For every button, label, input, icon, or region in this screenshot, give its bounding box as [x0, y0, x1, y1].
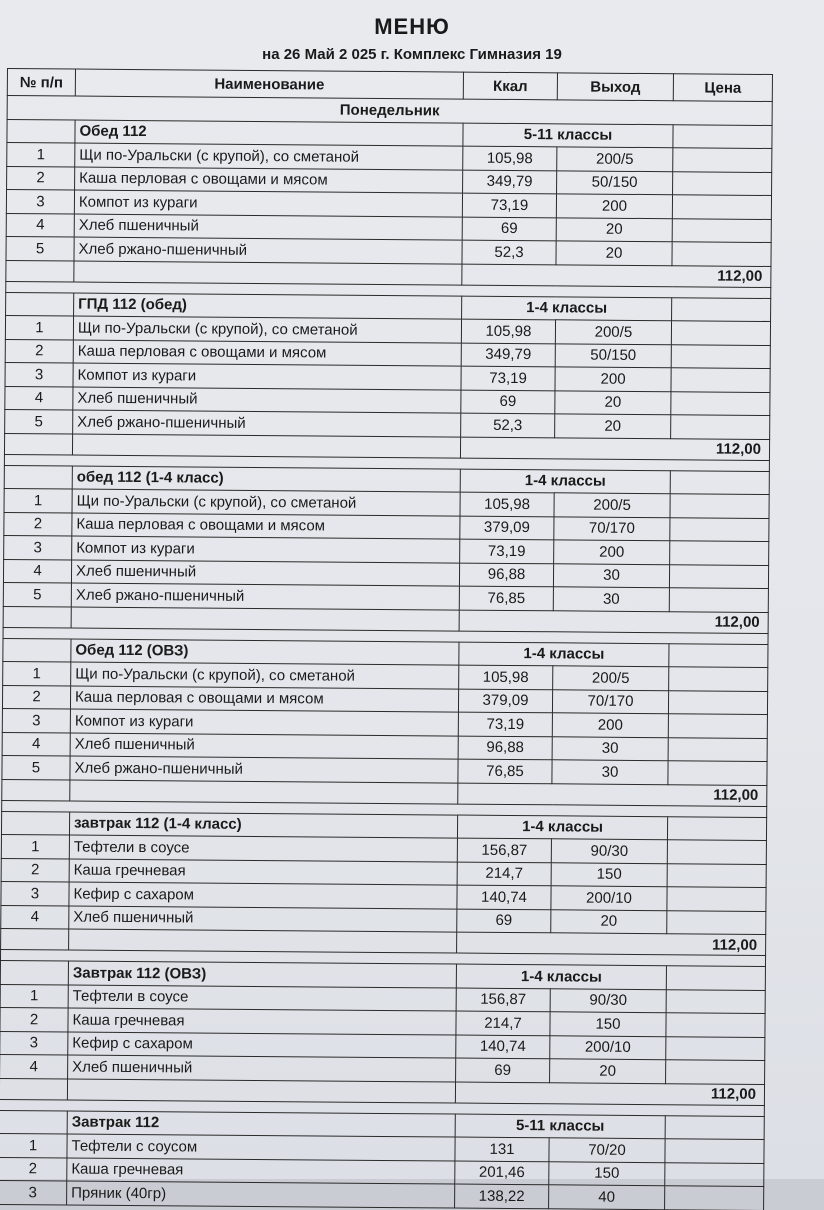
item-price: [667, 887, 766, 911]
section-price-empty: [665, 1115, 764, 1139]
item-num: 2: [0, 1007, 68, 1031]
section-total: 112,00: [455, 1082, 764, 1105]
item-kcal: 96,88: [458, 736, 552, 760]
item-num: 2: [2, 685, 70, 709]
item-price: [667, 863, 766, 887]
item-kcal: 69: [456, 1058, 550, 1082]
item-output: 200: [554, 540, 670, 564]
item-name: Хлеб ржано-пшеничный: [74, 237, 462, 264]
item-kcal: 76,85: [458, 759, 552, 783]
item-name: Хлеб ржано-пшеничный: [71, 583, 459, 610]
item-kcal: 214,7: [457, 862, 551, 886]
item-kcal: 156,87: [456, 988, 550, 1012]
total-empty-name: [72, 434, 460, 458]
item-kcal: 73,19: [460, 539, 554, 563]
item-price: [671, 321, 770, 345]
item-price: [666, 1036, 765, 1060]
item-name: Хлеб пшеничный: [73, 387, 461, 414]
col-header-num: № п/п: [7, 69, 75, 97]
page-subtitle: на 26 Май 2 025 г. Комплекс Гимназия 19: [262, 46, 562, 63]
item-name: Хлеб пшеничный: [74, 214, 462, 241]
section-name: завтрак 112 (1-4 класс): [69, 812, 457, 839]
item-price: [669, 564, 768, 588]
item-num: 2: [4, 512, 72, 536]
item-output: 20: [556, 241, 672, 265]
section-classes: 1-4 классы: [459, 642, 669, 667]
item-kcal: 138,22: [455, 1184, 549, 1208]
item-price: [673, 171, 772, 195]
item-kcal: 52,3: [461, 413, 555, 437]
item-name: Каша перловая с овощами и мясом: [70, 686, 458, 713]
total-empty-num: [0, 1078, 68, 1100]
item-name: Компот из кураги: [74, 190, 462, 217]
table-row: [0, 1180, 764, 1210]
item-kcal: 69: [457, 909, 551, 933]
item-price: [670, 541, 769, 565]
item-price: [671, 415, 770, 439]
item-kcal: 105,98: [463, 146, 557, 170]
item-output: 50/150: [555, 343, 671, 367]
item-num: 1: [0, 984, 68, 1008]
section-num-empty: [7, 119, 75, 143]
section-name: Обед 112 (ОВЗ): [71, 639, 459, 666]
item-output: 150: [549, 1161, 665, 1185]
item-name: Компот из кураги: [72, 536, 460, 563]
section-num-empty: [0, 1110, 67, 1134]
section-num-empty: [3, 638, 71, 662]
item-kcal: 73,19: [458, 712, 552, 736]
item-name: Каша перловая с овощами и мясом: [75, 167, 463, 194]
item-name: Хлеб пшеничный: [68, 1055, 456, 1082]
item-num: 1: [0, 1133, 67, 1157]
item-kcal: 105,98: [460, 492, 554, 516]
item-num: 1: [5, 315, 73, 339]
item-price: [669, 588, 768, 612]
item-name: Каша перловая с овощами и мясом: [72, 513, 460, 540]
section-price-empty: [667, 816, 766, 840]
section-total: 112,00: [458, 783, 767, 806]
section-total: 112,00: [457, 932, 766, 955]
item-price: [671, 391, 770, 415]
item-num: 1: [4, 488, 72, 512]
item-kcal: 156,87: [457, 838, 551, 862]
section-classes: 5-11 классы: [455, 1114, 665, 1139]
item-num: 5: [3, 582, 71, 606]
item-num: 4: [2, 732, 70, 756]
item-name: Тефтели с соусом: [67, 1134, 455, 1161]
item-num: 1: [7, 143, 75, 167]
section-classes: 1-4 классы: [457, 815, 667, 840]
section-classes: 1-4 классы: [462, 296, 672, 321]
item-kcal: 201,46: [455, 1161, 549, 1185]
item-kcal: 105,98: [461, 319, 555, 343]
item-name: Щи по-Уральски (с крупой), со сметаной: [75, 143, 463, 170]
item-price: [668, 714, 767, 738]
item-kcal: 73,19: [461, 366, 555, 390]
item-name: Хлеб пшеничный: [71, 560, 459, 587]
section-price-empty: [673, 124, 772, 148]
item-name: Каша перловая с овощами и мясом: [73, 340, 461, 367]
section-num-empty: [0, 960, 68, 984]
item-name: Хлеб ржано-пшеничный: [70, 756, 458, 783]
item-price: [666, 1060, 765, 1084]
item-num: 4: [6, 213, 74, 237]
item-kcal: 96,88: [459, 563, 553, 587]
item-kcal: 52,3: [462, 240, 556, 264]
item-num: 3: [4, 535, 72, 559]
item-name: Кефир с сахаром: [69, 882, 457, 909]
section-classes: 1-4 классы: [460, 469, 670, 494]
item-output: 30: [552, 736, 668, 760]
page-title: МЕНЮ: [374, 14, 450, 39]
item-output: 200/10: [551, 886, 667, 910]
item-output: 90/30: [551, 839, 667, 863]
item-num: 4: [1, 905, 69, 929]
item-output: 70/20: [549, 1138, 665, 1162]
section-name: ГПД 112 (обед): [74, 293, 462, 320]
item-num: 3: [2, 708, 70, 732]
item-kcal: 73,19: [462, 193, 556, 217]
item-num: 3: [5, 362, 73, 386]
item-output: 40: [549, 1185, 665, 1209]
total-empty-name: [71, 607, 459, 631]
section-classes: 5-11 классы: [463, 123, 673, 148]
item-price: [666, 989, 765, 1013]
item-price: [668, 690, 767, 714]
item-num: 5: [5, 409, 73, 433]
item-name: Щи по-Уральски (с крупой), со сметаной: [72, 489, 460, 516]
section-name: Обед 112: [75, 120, 463, 147]
section-total: 112,00: [460, 437, 769, 460]
item-num: 5: [2, 755, 70, 779]
item-kcal: 131: [455, 1137, 549, 1161]
day-label: Понедельник: [7, 96, 772, 126]
item-name: Хлеб ржано-пшеничный: [73, 410, 461, 437]
col-header-price: Цена: [673, 74, 772, 102]
item-output: 30: [553, 587, 669, 611]
item-price: [665, 1186, 764, 1210]
item-output: 70/170: [552, 689, 668, 713]
item-output: 30: [553, 563, 669, 587]
item-num: 3: [0, 1180, 67, 1204]
item-output: 30: [552, 760, 668, 784]
item-num: 3: [6, 190, 74, 214]
item-name: Каша гречневая: [68, 1008, 456, 1035]
item-name: Щи по-Уральски (с крупой), со сметаной: [71, 662, 459, 689]
item-num: 2: [0, 1157, 67, 1181]
section-total: 112,00: [462, 264, 771, 287]
item-price: [671, 368, 770, 392]
section-price-empty: [669, 643, 768, 667]
item-kcal: 214,7: [456, 1011, 550, 1035]
item-output: 20: [556, 217, 672, 241]
item-price: [670, 494, 769, 518]
item-output: 20: [555, 390, 671, 414]
item-num: 3: [1, 881, 69, 905]
item-price: [667, 840, 766, 864]
item-name: Тефтели в соусе: [69, 835, 457, 862]
item-price: [672, 242, 771, 266]
item-price: [671, 344, 770, 368]
item-output: 200: [552, 713, 668, 737]
item-num: 2: [1, 858, 69, 882]
item-output: 200/5: [553, 666, 669, 690]
item-output: 200/10: [550, 1035, 666, 1059]
total-empty-num: [3, 606, 71, 628]
section-name: обед 112 (1-4 класс): [72, 466, 460, 493]
item-name: Кефир с сахаром: [68, 1032, 456, 1059]
item-name: Пряник (40гр): [67, 1181, 455, 1208]
menu-table: [0, 68, 773, 1210]
col-header-name: Наименование: [75, 69, 463, 99]
section-classes: 1-4 классы: [456, 964, 666, 989]
item-output: 50/150: [557, 170, 673, 194]
section-total: 112,00: [459, 610, 768, 633]
item-output: 20: [550, 1059, 666, 1083]
item-kcal: 379,09: [460, 516, 554, 540]
item-price: [668, 737, 767, 761]
item-kcal: 349,79: [463, 170, 557, 194]
item-price: [666, 1013, 765, 1037]
item-num: 4: [3, 559, 71, 583]
total-empty-num: [6, 260, 74, 282]
item-num: 2: [5, 339, 73, 363]
section-num-empty: [4, 465, 72, 489]
col-header-kcal: Ккал: [463, 72, 557, 100]
item-kcal: 140,74: [457, 885, 551, 909]
item-kcal: 76,85: [459, 586, 553, 610]
item-kcal: 69: [462, 217, 556, 241]
item-kcal: 105,98: [459, 665, 553, 689]
menu-table-wrap: [0, 68, 772, 1210]
item-price: [673, 148, 772, 172]
menu-body: [0, 96, 772, 1210]
item-name: Каша гречневая: [67, 1158, 455, 1185]
item-num: 5: [6, 236, 74, 260]
item-output: 200/5: [554, 493, 670, 517]
section-name: Завтрак 112: [67, 1111, 455, 1138]
item-price: [672, 195, 771, 219]
total-empty-num: [1, 928, 69, 950]
item-price: [669, 667, 768, 691]
item-name: Щи по-Уральски (с крупой), со сметаной: [73, 316, 461, 343]
item-output: 200: [556, 194, 672, 218]
item-name: Тефтели в соусе: [68, 985, 456, 1012]
section-price-empty: [670, 470, 769, 494]
item-output: 150: [550, 1012, 666, 1036]
item-kcal: 140,74: [456, 1035, 550, 1059]
item-price: [672, 218, 771, 242]
item-kcal: 69: [461, 390, 555, 414]
total-empty-name: [67, 1079, 455, 1103]
total-empty-name: [74, 261, 462, 285]
total-empty-num: [2, 779, 70, 801]
section-num-empty: [1, 811, 69, 835]
item-price: [665, 1139, 764, 1163]
item-name: Хлеб пшеничный: [69, 906, 457, 933]
item-price: [667, 910, 766, 934]
section-price-empty: [666, 966, 765, 990]
item-output: 150: [551, 862, 667, 886]
item-num: 4: [0, 1054, 68, 1078]
item-num: 4: [5, 386, 73, 410]
item-name: Компот из кураги: [73, 363, 461, 390]
section-num-empty: [6, 292, 74, 316]
item-num: 3: [0, 1031, 68, 1055]
item-kcal: 379,09: [458, 689, 552, 713]
total-empty-num: [4, 433, 72, 455]
item-kcal: 349,79: [461, 343, 555, 367]
item-output: 200/5: [555, 320, 671, 344]
item-name: Каша гречневая: [69, 859, 457, 886]
item-output: 70/170: [554, 516, 670, 540]
item-output: 90/30: [550, 988, 666, 1012]
section-name: Завтрак 112 (ОВЗ): [68, 961, 456, 988]
item-num: 2: [7, 166, 75, 190]
col-header-output: Выход: [557, 73, 673, 101]
item-output: 20: [555, 414, 671, 438]
item-output: 20: [551, 909, 667, 933]
item-num: 1: [3, 661, 71, 685]
item-price: [668, 761, 767, 785]
item-name: Компот из кураги: [70, 709, 458, 736]
section-price-empty: [672, 297, 771, 321]
item-name: Хлеб пшеничный: [70, 733, 458, 760]
item-num: 1: [1, 834, 69, 858]
item-price: [665, 1162, 764, 1186]
item-output: 200: [555, 367, 671, 391]
item-output: 200/5: [557, 147, 673, 171]
total-empty-name: [70, 780, 458, 804]
item-price: [670, 517, 769, 541]
total-empty-name: [69, 929, 457, 953]
